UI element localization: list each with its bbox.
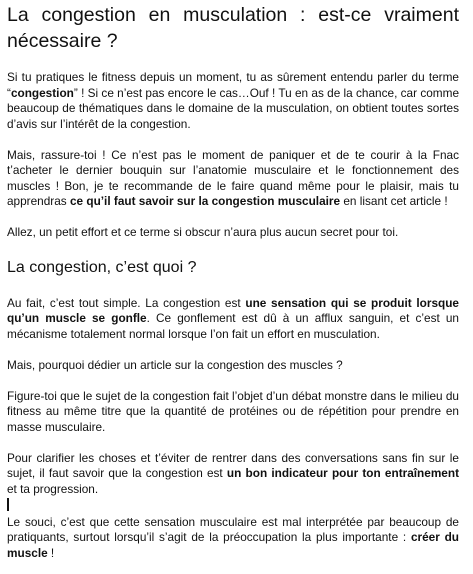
section-paragraph-2: Mais, pourquoi dédier un article sur la congestion des muscles ? (7, 357, 343, 372)
text-run: Au fait, c’est tout simple. La congestion est (7, 295, 246, 310)
intro-paragraph-3: Allez, un petit effort et ce terme si obscur n’aura plus aucun secret pour toi. (7, 225, 399, 239)
text-run: . Ce gonflement est dû à un afflux sanguin, et c’est un mécanisme totalement normal lorsque l’on fait un effort en musculation. (7, 311, 459, 341)
text-run: Le souci, c’est que cette sensation musculaire est mal interprétée par beaucoup de pratiquants, surtout lorsqu’il s’agit de la préoccupation la plus importante : (7, 514, 459, 544)
bold-text: créer du muscle (7, 530, 459, 560)
section-paragraph-5 (7, 515, 459, 562)
document-page (7, 0, 459, 561)
text-run: Pour clarifier les choses et t’éviter de rentrer dans des conversations sans fin sur le sujet, il faut savoir que la congestion est (7, 450, 459, 480)
text-run: en lisant cet article ! (340, 194, 448, 208)
section-paragraph-1 (7, 296, 459, 343)
article-title: La congestion en musculation : est-ce vraiment nécessaire ? (7, 4, 459, 52)
bold-text: une sensation qui se produit lorsque qu’un muscle se gonfle (7, 295, 459, 325)
text-run: ” ! Si ce n’est pas encore le cas…Ouf ! Tu en as de la chance, car comme beaucoup de thématiques dans le domaine de la musculation, on obtient toutes sortes d’avis sur l’intérêt de la congestion. (7, 85, 459, 131)
bold-text: congestion (10, 85, 74, 100)
section-paragraph-4 (7, 451, 459, 498)
section-heading: La congestion, c’est quoi ? (7, 258, 197, 276)
bold-text: un bon indicateur pour ton entraînement (226, 466, 459, 480)
text-run: Mais, rassure-toi ! Ce n’est pas le moment de paniquer et de te courir à la Fnac t’acheter le dernier bouquin sur l’anatomie musculaire et le fonctionnement des muscles ! Bon, je te recommande de le faire quand même pour le plaisir, mais tu apprendras (7, 147, 459, 208)
text-run: et ta progression. (7, 481, 99, 496)
intro-paragraph-2 (7, 148, 459, 210)
text-run: ! (47, 545, 55, 560)
section-paragraph-3: Figure-toi que le sujet de la congestion fait l’objet d’un débat monstre dans le milieu du fitness au même titre que la quantité de protéines ou de répétition pour prendre en masse musculaire. (7, 388, 459, 434)
text-cursor-line[interactable] (7, 498, 459, 514)
text-cursor (7, 498, 9, 511)
bold-text: ce qu’il faut savoir sur la congestion musculaire (69, 194, 341, 208)
text-run: Si tu pratiques le fitness depuis un moment, tu as sûrement entendu parler du terme “ (7, 70, 459, 100)
intro-paragraph-1 (7, 70, 459, 132)
